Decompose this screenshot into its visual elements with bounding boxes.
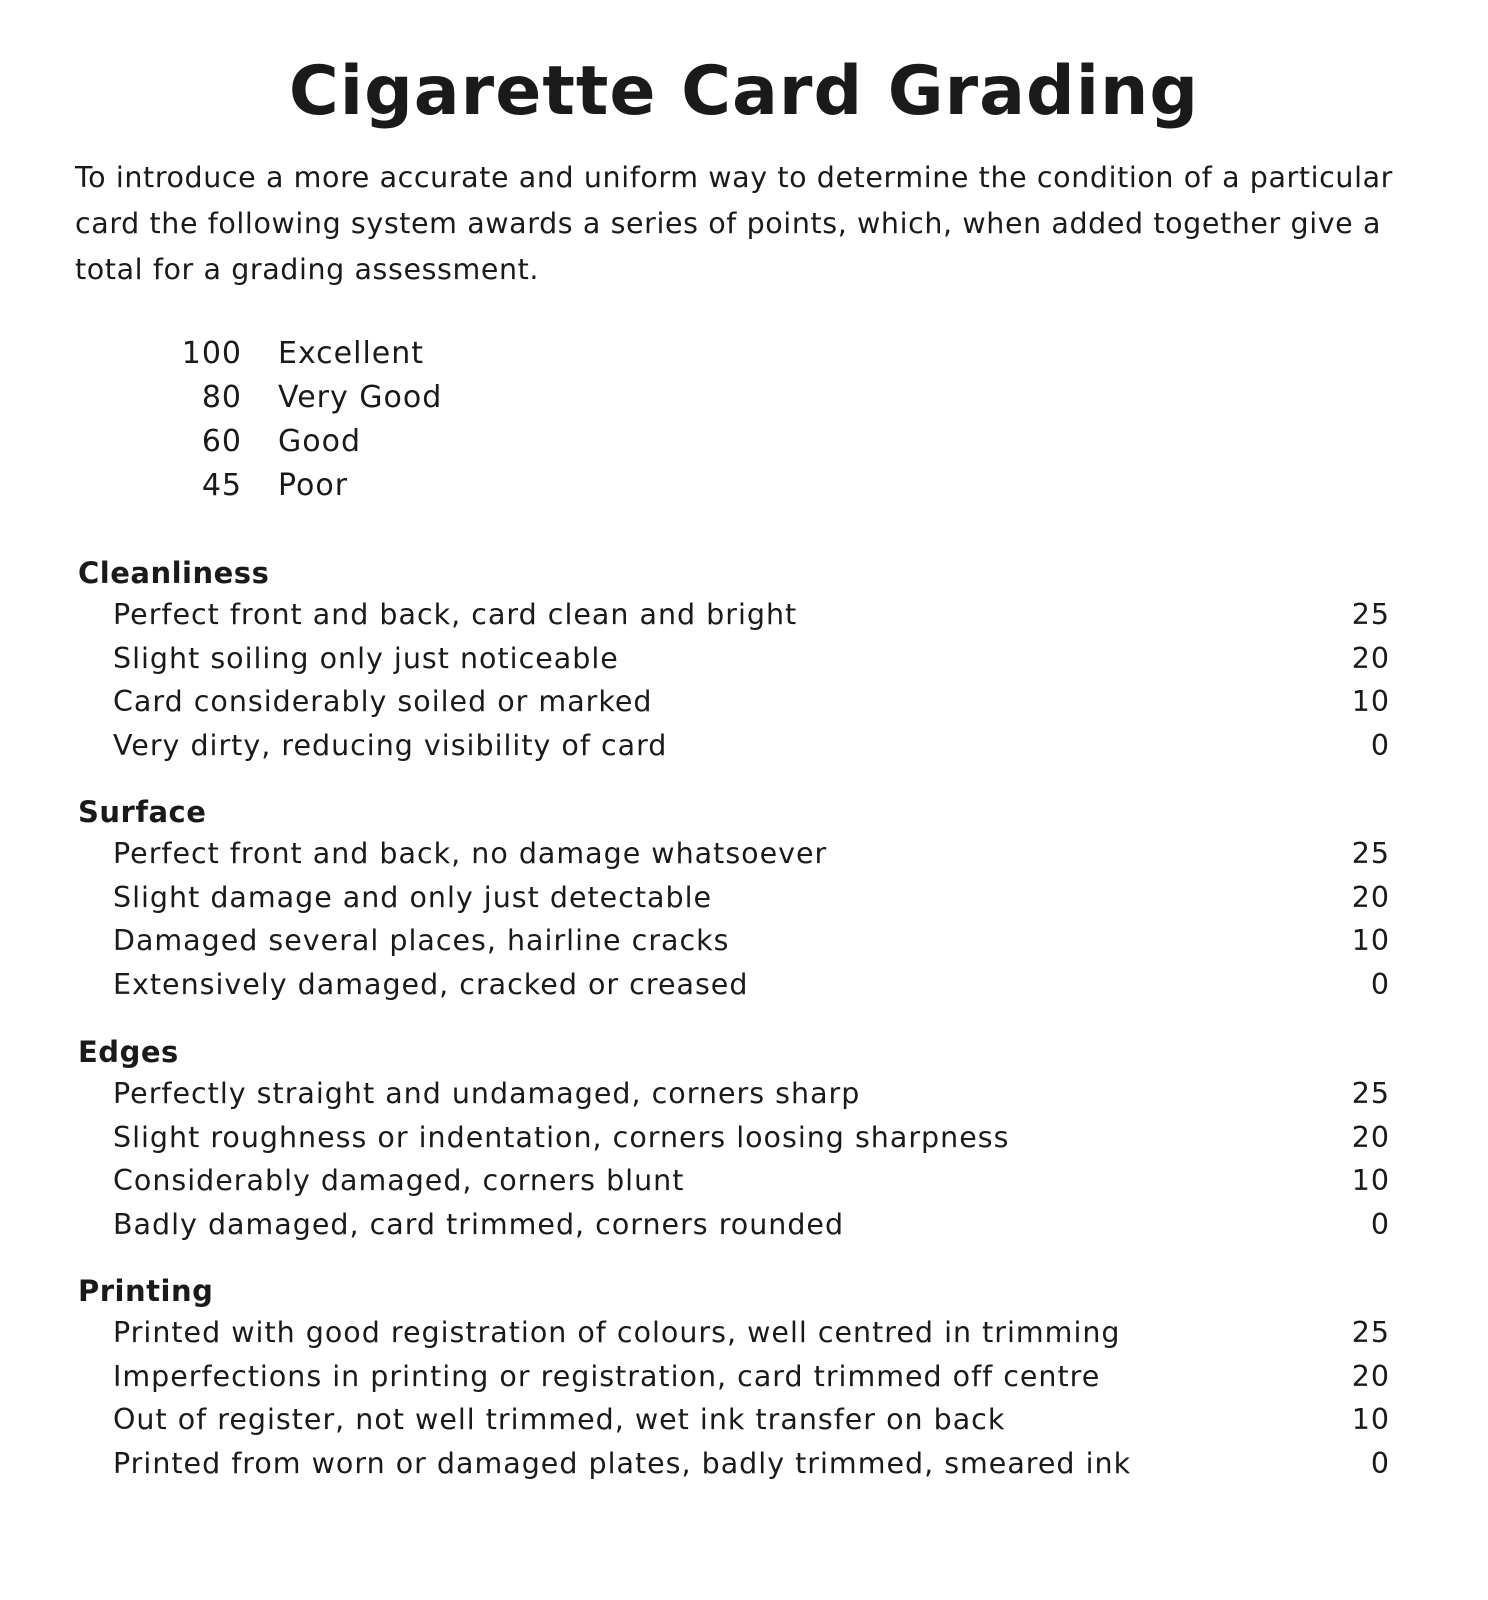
section-heading: Edges <box>78 1035 179 1069</box>
criteria-description: Perfect front and back, no damage whatsoever <box>113 837 828 870</box>
criteria-description: Imperfections in printing or registration, card trimmed off centre <box>113 1359 1101 1393</box>
criteria-description: Damaged several places, hairline cracks <box>113 924 730 957</box>
criteria-description: Perfect front and back, card clean and bright <box>113 598 798 631</box>
criteria-list <box>0 1072 1488 1246</box>
criteria-row <box>0 1203 1488 1247</box>
criteria-description: Perfectly straight and undamaged, corners sharp <box>113 1077 861 1110</box>
criteria-row <box>0 919 1488 963</box>
grade-scale-item <box>150 332 442 376</box>
criteria-score: 10 <box>1351 1403 1390 1436</box>
page-title: Cigarette Card Grading <box>288 52 1200 131</box>
criteria-row <box>0 1311 1488 1355</box>
criteria-row <box>0 593 1488 637</box>
grade-label: Excellent <box>278 336 425 371</box>
criteria-score: 0 <box>1370 1207 1390 1241</box>
criteria-description: Slight soiling only just noticeable <box>113 641 619 675</box>
criteria-row <box>0 680 1488 724</box>
criteria-row <box>0 637 1488 681</box>
criteria-description: Card considerably soiled or marked <box>113 685 653 718</box>
criteria-score: 20 <box>1351 1120 1390 1154</box>
criteria-row <box>0 1116 1488 1160</box>
criteria-description: Very dirty, reducing visibility of card <box>113 728 668 762</box>
criteria-score: 0 <box>1370 1446 1390 1480</box>
section-heading: Printing <box>78 1274 214 1308</box>
criteria-score: 10 <box>1351 924 1390 957</box>
grade-points: 100 <box>181 336 242 371</box>
criteria-score: 20 <box>1351 641 1390 675</box>
criteria-score: 20 <box>1351 880 1390 914</box>
criteria-description: Badly damaged, card trimmed, corners rounded <box>113 1207 845 1241</box>
grade-scale <box>150 332 442 508</box>
criteria-score: 25 <box>1351 1316 1390 1349</box>
criteria-row <box>0 876 1488 920</box>
grade-points: 45 <box>201 468 242 503</box>
grade-scale-item <box>150 420 442 464</box>
grade-points: 80 <box>201 380 242 415</box>
intro-paragraph: To introduce a more accurate and uniform way to determine the condition of a particular card the following system awards a series of points, which, when added together give a total for a grading assessment. <box>75 161 1393 286</box>
criteria-list <box>0 832 1488 1006</box>
criteria-row <box>0 963 1488 1007</box>
criteria-score: 25 <box>1351 837 1390 870</box>
criteria-row <box>0 1072 1488 1116</box>
criteria-row <box>0 1159 1488 1203</box>
criteria-score: 20 <box>1351 1359 1390 1393</box>
criteria-description: Extensively damaged, cracked or creased <box>113 967 749 1001</box>
criteria-list <box>0 1311 1488 1485</box>
criteria-score: 0 <box>1370 967 1390 1001</box>
grade-label: Very Good <box>278 380 443 415</box>
criteria-score: 25 <box>1351 598 1390 631</box>
criteria-row <box>0 832 1488 876</box>
criteria-description: Considerably damaged, corners blunt <box>113 1164 685 1197</box>
section-heading: Surface <box>78 795 207 829</box>
criteria-description: Slight roughness or indentation, corners loosing sharpness <box>113 1120 1010 1154</box>
criteria-list <box>0 593 1488 767</box>
grade-points: 60 <box>201 424 242 459</box>
criteria-row <box>0 724 1488 768</box>
grade-scale-item <box>150 464 442 508</box>
criteria-score: 10 <box>1351 1164 1390 1197</box>
criteria-score: 0 <box>1370 728 1390 762</box>
criteria-row <box>0 1442 1488 1486</box>
grade-label: Good <box>278 424 361 459</box>
criteria-row <box>0 1398 1488 1442</box>
grade-scale-item <box>150 376 442 420</box>
grade-label: Poor <box>278 468 349 503</box>
criteria-score: 10 <box>1351 685 1390 718</box>
criteria-description: Slight damage and only just detectable <box>113 880 713 914</box>
criteria-row <box>0 1355 1488 1399</box>
criteria-description: Out of register, not well trimmed, wet ink transfer on back <box>113 1403 1006 1436</box>
criteria-description: Printed with good registration of colours, well centred in trimming <box>113 1316 1121 1349</box>
criteria-description: Printed from worn or damaged plates, badly trimmed, smeared ink <box>113 1446 1132 1480</box>
criteria-score: 25 <box>1351 1077 1390 1110</box>
section-heading: Cleanliness <box>78 556 270 590</box>
